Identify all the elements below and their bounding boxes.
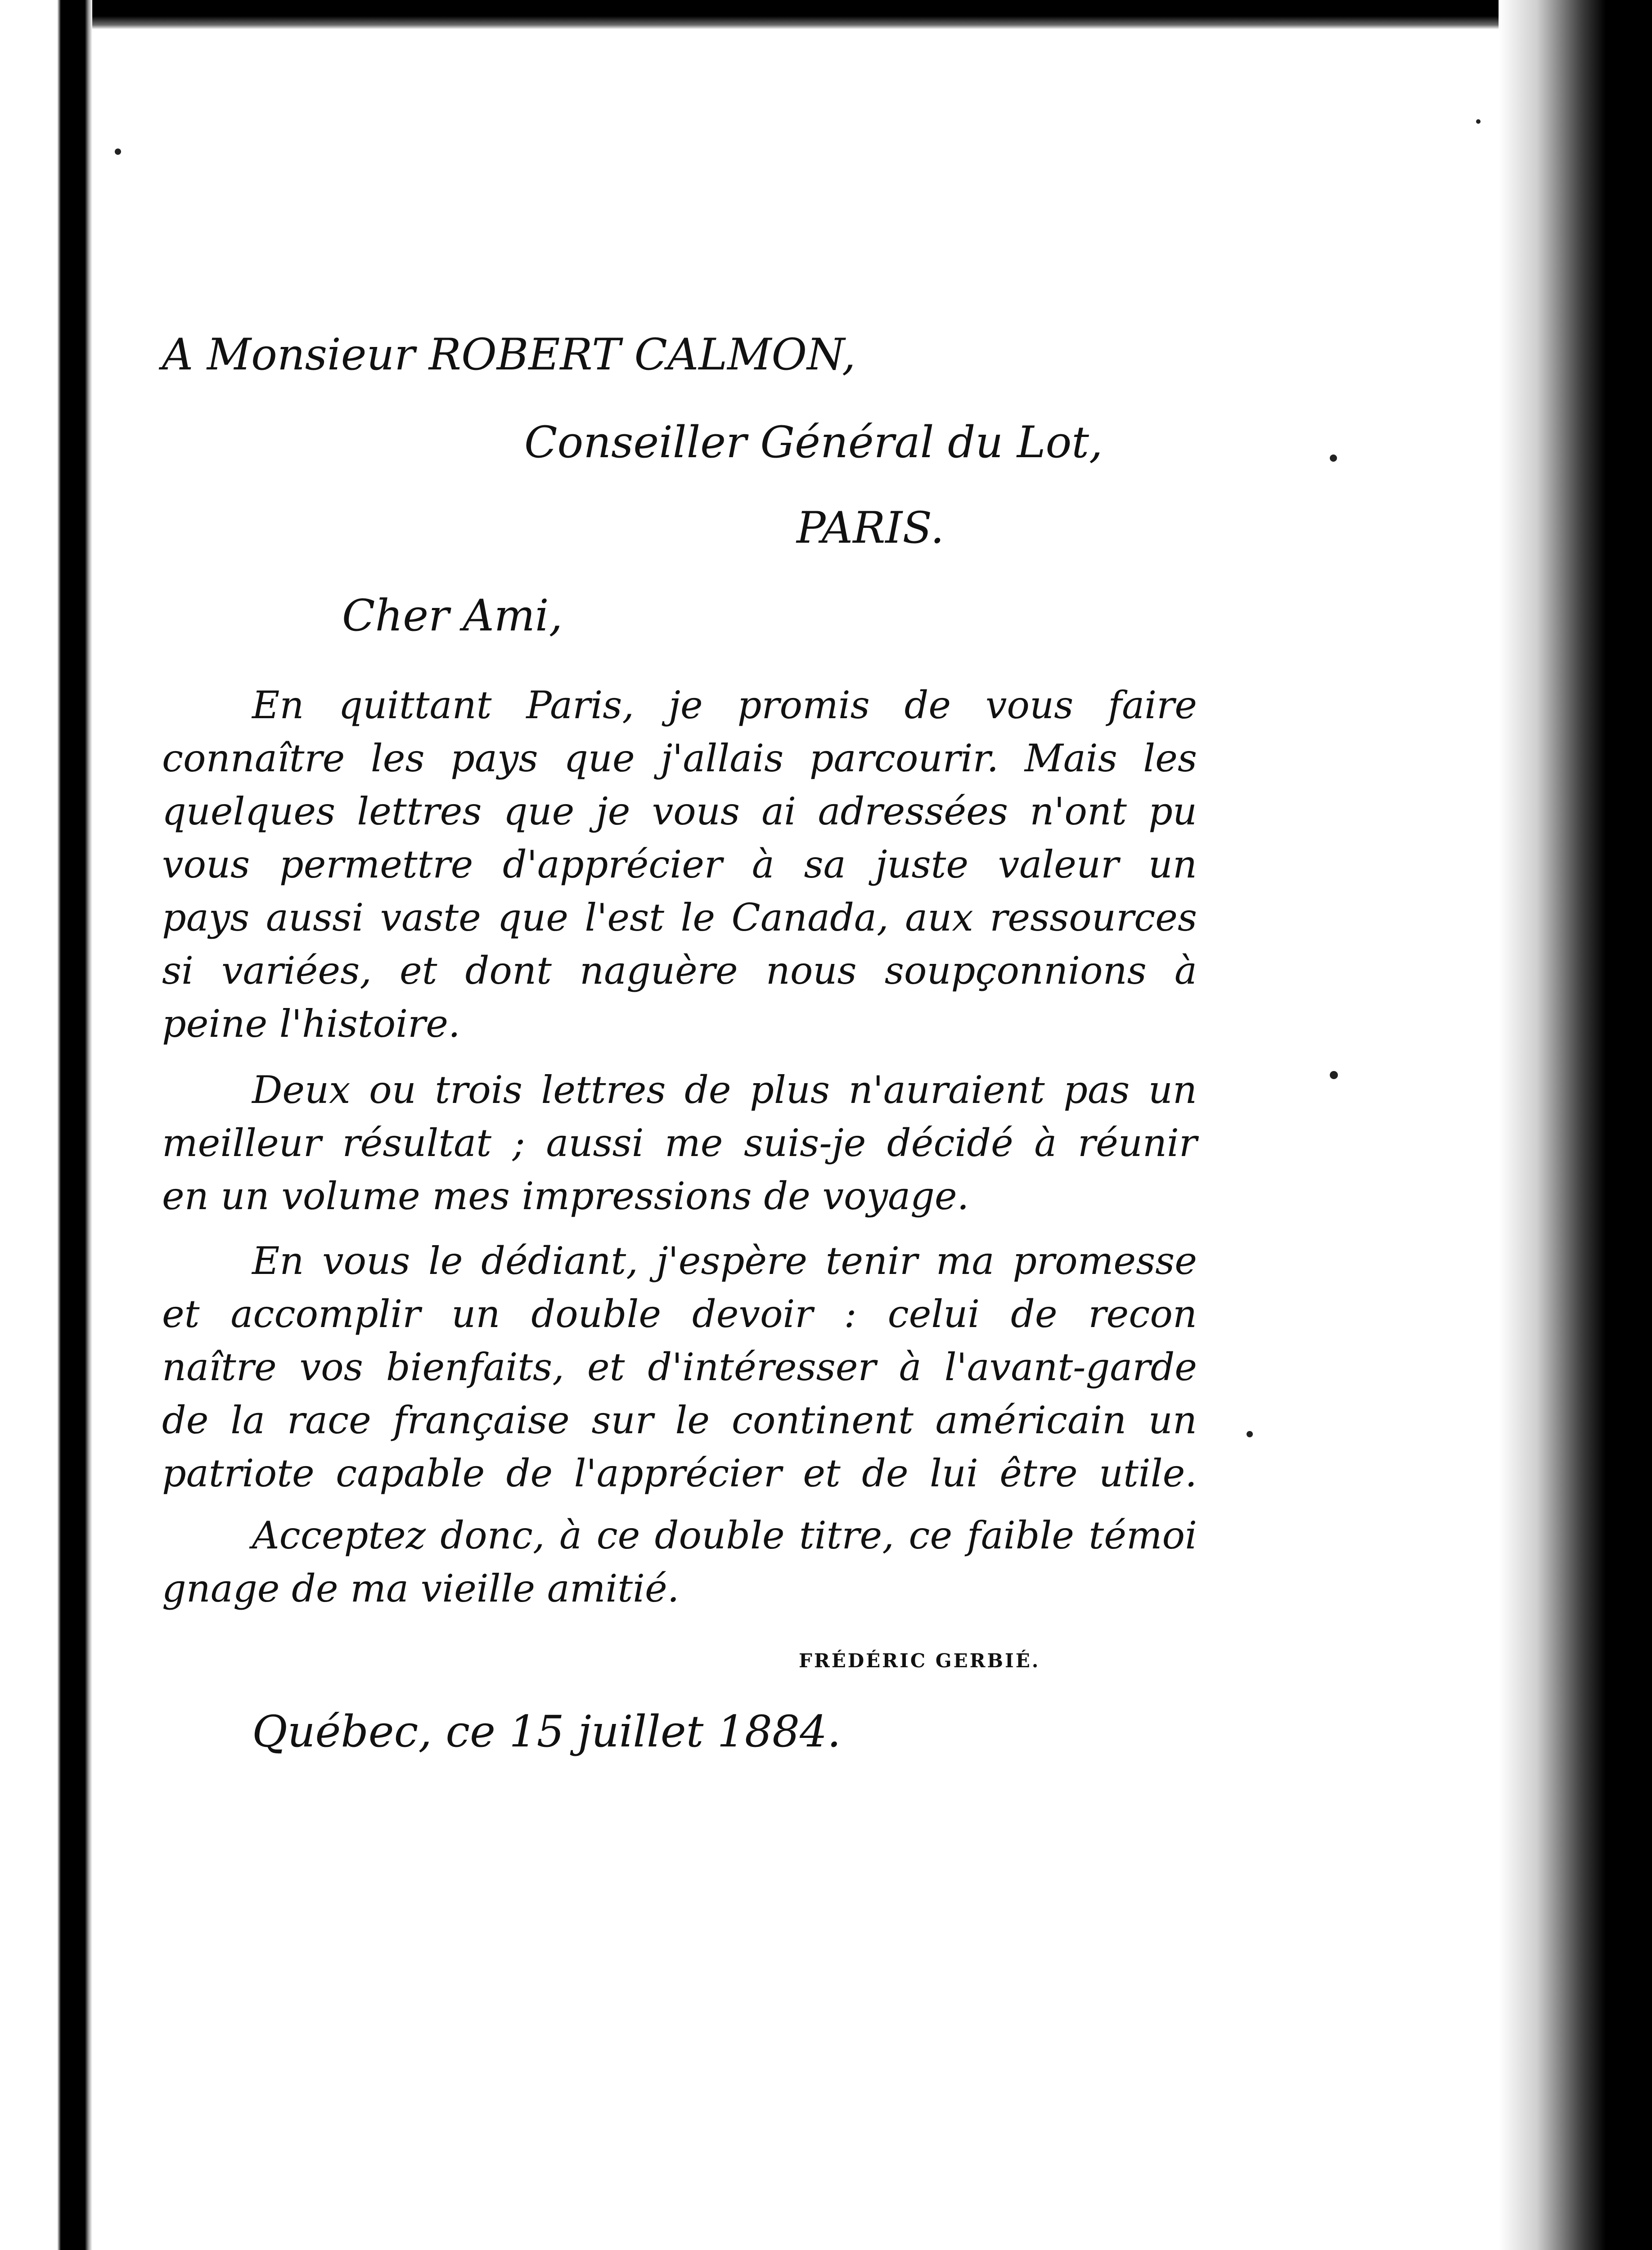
paragraph-1-line: En quittant Paris, je promis de vous faire xyxy=(252,683,1197,727)
salutation: Cher Ami, xyxy=(342,590,563,641)
paragraph-2-line: meilleur résultat ; aussi me suis-je décidé à réunir xyxy=(162,1121,1197,1165)
scan-speck xyxy=(1247,1431,1253,1437)
addressee-name: A Monsieur ROBERT CALMON, xyxy=(162,329,856,380)
paragraph-1-line: quelques lettres que je vous ai adressées n'ont pu xyxy=(162,789,1197,833)
paragraph-1-line: peine l'histoire. xyxy=(162,1002,460,1046)
paragraph-3-line: naître vos bienfaits, et d'intéresser à l'avant-garde xyxy=(162,1345,1197,1389)
paragraph-3-line: de la race française sur le continent américain un xyxy=(162,1398,1197,1442)
paragraph-3-line: En vous le dédiant, j'espère tenir ma promesse xyxy=(252,1239,1197,1283)
scan-edge-right xyxy=(1499,0,1652,2250)
paragraph-1-line: vous permettre d'apprécier à sa juste valeur un xyxy=(162,842,1197,886)
scan-speck xyxy=(1476,119,1481,124)
dateline: Québec, ce 15 juillet 1884. xyxy=(252,1706,841,1757)
addressee-title: Conseiller Général du Lot, xyxy=(524,417,1103,468)
paragraph-4-line: gnage de ma vieille amitié. xyxy=(162,1566,680,1611)
addressee-city: PARIS. xyxy=(797,503,945,553)
scan-speck xyxy=(115,148,121,155)
signature: FRÉDÉRIC GERBIÉ. xyxy=(799,1650,1040,1672)
scan-speck xyxy=(1330,454,1337,462)
paragraph-3-line: patriote capable de l'apprécier et de lui être utile. xyxy=(162,1451,1197,1495)
paragraph-2-line: en un volume mes impressions de voyage. xyxy=(162,1174,969,1218)
scan-speck xyxy=(1330,1071,1338,1079)
paragraph-1-line: si variées, et dont naguère nous soupçonnions à xyxy=(162,949,1197,993)
paragraph-1-line: connaître les pays que j'allais parcourir. Mais les xyxy=(162,736,1197,780)
paragraph-2-line: Deux ou trois lettres de plus n'auraient pas un xyxy=(252,1068,1197,1112)
paragraph-4-line: Acceptez donc, à ce double titre, ce faible témoi xyxy=(252,1513,1197,1557)
scan-edge-left xyxy=(0,0,92,2250)
paragraph-1-line: pays aussi vaste que l'est le Canada, aux ressources xyxy=(162,896,1197,940)
scan-edge-top xyxy=(0,0,1652,29)
paragraph-3-line: et accomplir un double devoir : celui de recon xyxy=(162,1292,1197,1336)
